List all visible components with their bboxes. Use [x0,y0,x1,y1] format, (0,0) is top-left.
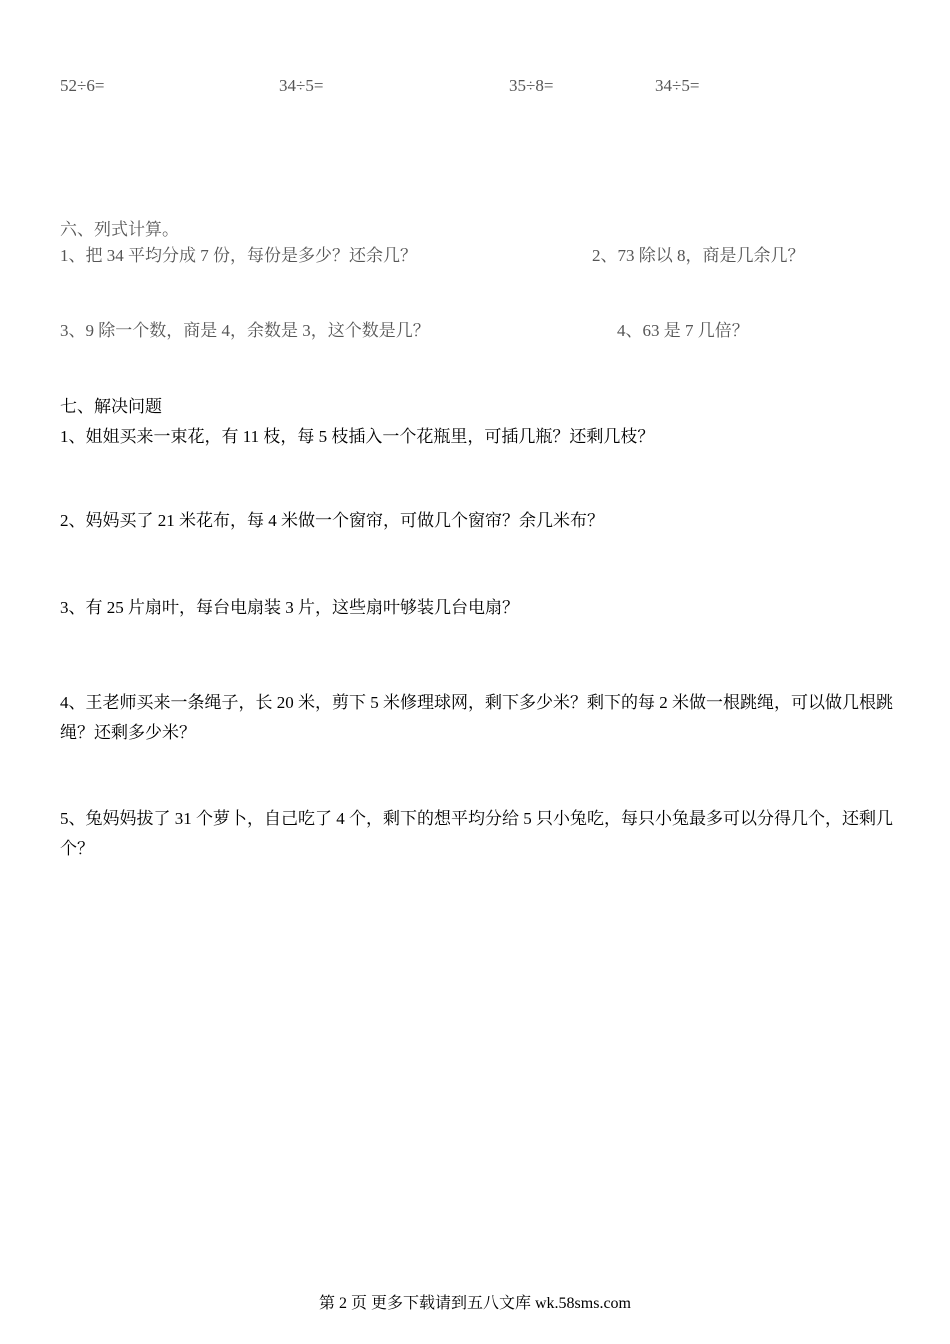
section-7-question-4: 4、王老师买来一条绳子，长 20 米，剪下 5 米修理球网，剩下多少米？剩下的每 2 米做一根跳绳，可以做几根跳绳？还剩多少米？ [60,693,893,742]
section-6-question-4: 4、63 是 7 几倍？ [617,321,749,340]
division-problem-1: 52÷6= [60,76,105,95]
section-6-heading: 六、列式计算。 [60,220,179,239]
section-7-question-1: 1、姐姐买来一束花，有 11 枝，每 5 枝插入一个花瓶里，可插几瓶？还剩几枝？ [60,427,655,446]
division-problem-3: 35÷8= [509,76,554,95]
section-6-question-1: 1、把 34 平均分成 7 份，每份是多少？还余几？ [60,246,417,265]
section-7-question-5: 5、兔妈妈拔了 31 个萝卜，自己吃了 4 个，剩下的想平均分给 5 只小兔吃，每只小兔最多可以分得几个，还剩几个？ [60,809,893,858]
section-7-question-3: 3、有 25 片扇叶，每台电扇装 3 片，这些扇叶够装几台电扇？ [60,598,519,617]
section-7-heading: 七、解决问题 [60,397,162,416]
page-footer: 第 2 页 更多下载请到五八文库 wk.58sms.com [318,1295,631,1312]
section-7-question-2: 2、妈妈买了 21 米花布，每 4 米做一个窗帘，可做几个窗帘？余几米布？ [60,511,604,530]
division-problem-4: 34÷5= [655,76,700,95]
division-problem-2: 34÷5= [279,76,324,95]
section-6-question-2: 2、73 除以 8，商是几余几？ [592,246,805,265]
section-6-question-3: 3、9 除一个数，商是 4，余数是 3，这个数是几？ [60,321,430,340]
